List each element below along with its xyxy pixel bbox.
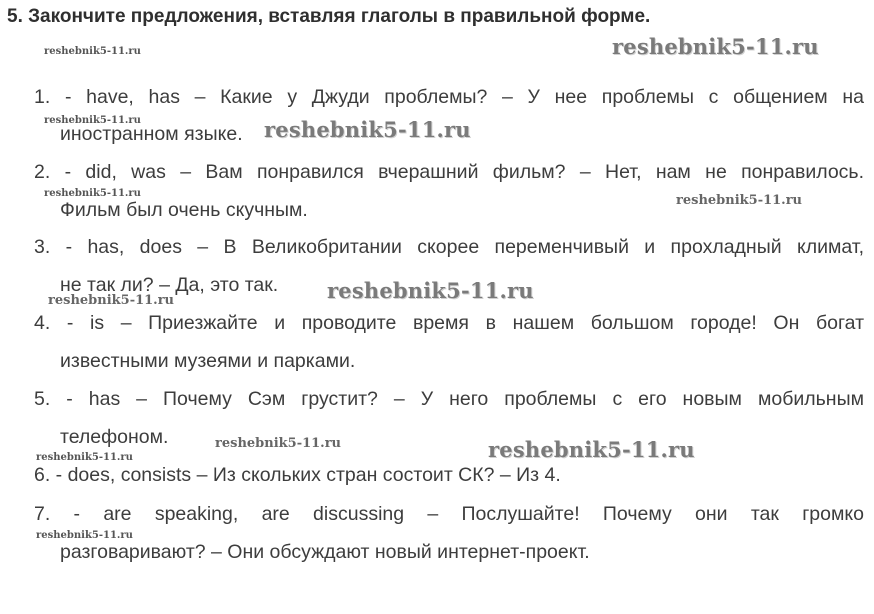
item-3-line-1: 3. - has, does – В Великобритании скорее переменчивый и прохладный климат, [34,236,864,258]
exercise-title: 5. Закончите предложения, вставляя глаголы в правильной форме. [7,6,651,27]
watermark: reshebnik5-11.ru [44,46,141,57]
item-4-line-2: известными музеями и парками. [60,350,356,372]
item-2-line-1: 2. - did, was – Вам понравился вчерашний фильм? – Нет, нам не понравилось. [34,161,864,183]
watermark: reshebnik5-11.ru [264,117,471,142]
watermark: reshebnik5-11.ru [488,437,695,462]
watermark: reshebnik5-11.ru [612,34,819,59]
item-3-line-2: не так ли? – Да, это так. [60,274,279,296]
watermark: reshebnik5-11.ru [44,115,141,126]
item-5-line-2: телефоном. [60,426,169,448]
watermark: reshebnik5-11.ru [676,193,803,208]
watermark: reshebnik5-11.ru [48,293,175,308]
item-1-line-1: 1. - have, has – Какие у Джуди проблемы? – У нее проблемы с общением на [34,86,864,108]
item-1-line-2: иностранном языке. [60,123,243,145]
watermark: reshebnik5-11.ru [44,188,141,199]
item-6-line-1: 6. - does, consists – Из скольких стран состоит СК? – Из 4. [34,464,561,486]
watermark: reshebnik5-11.ru [327,278,534,303]
watermark: reshebnik5-11.ru [36,530,133,541]
item-2-line-2: Фильм был очень скучным. [60,199,308,221]
item-4-line-1: 4. - is – Приезжайте и проводите время в нашем большом городе! Он богат [34,312,864,334]
item-7-line-2: разговаривают? – Они обсуждают новый интернет-проект. [60,541,590,563]
watermark: reshebnik5-11.ru [215,436,342,451]
item-5-line-1: 5. - has – Почему Сэм грустит? – У него проблемы с его новым мобильным [34,388,864,410]
watermark: reshebnik5-11.ru [36,452,133,463]
item-7-line-1: 7. - are speaking, are discussing – Послушайте! Почему они так громко [34,503,864,525]
